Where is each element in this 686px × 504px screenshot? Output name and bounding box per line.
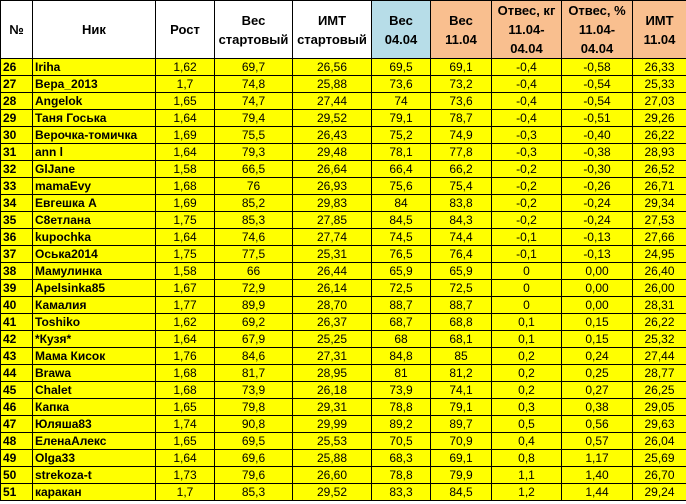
cell-number: 42: [1, 331, 33, 348]
cell-bmi-1104: 28,77: [633, 365, 686, 382]
cell-loss-pct: 0,15: [562, 314, 633, 331]
table-row: [1, 484, 686, 501]
cell-start-bmi: 29,52: [293, 484, 372, 501]
cell-number: 43: [1, 348, 33, 365]
cell-number: 30: [1, 127, 33, 144]
cell-height: 1,64: [156, 229, 215, 246]
cell-height: 1,73: [156, 467, 215, 484]
cell-weight-1104: 73,6: [431, 93, 492, 110]
cell-loss-kg: -0,4: [492, 93, 562, 110]
cell-loss-pct: 1,17: [562, 450, 633, 467]
cell-height: 1,68: [156, 382, 215, 399]
cell-weight-0404: 78,8: [372, 399, 431, 416]
cell-weight-1104: 79,9: [431, 467, 492, 484]
col-header-bmi-1104: ИМТ 11.04: [633, 1, 686, 59]
cell-nick: Мама Кисок: [33, 348, 156, 365]
cell-loss-pct: -0,30: [562, 161, 633, 178]
cell-loss-pct: 0,25: [562, 365, 633, 382]
cell-weight-0404: 76,5: [372, 246, 431, 263]
cell-loss-pct: -0,40: [562, 127, 633, 144]
cell-weight-1104: 78,7: [431, 110, 492, 127]
cell-loss-kg: 0,2: [492, 348, 562, 365]
cell-number: 27: [1, 76, 33, 93]
cell-bmi-1104: 29,34: [633, 195, 686, 212]
cell-start-weight: 75,5: [215, 127, 293, 144]
cell-loss-kg: 1,2: [492, 484, 562, 501]
cell-number: 49: [1, 450, 33, 467]
cell-weight-1104: 74,4: [431, 229, 492, 246]
cell-nick: Apelsinka85: [33, 280, 156, 297]
table-row: [1, 246, 686, 263]
cell-loss-pct: -0,51: [562, 110, 633, 127]
cell-nick: Brawa: [33, 365, 156, 382]
cell-weight-0404: 83,3: [372, 484, 431, 501]
cell-loss-pct: 0,15: [562, 331, 633, 348]
cell-start-weight: 69,5: [215, 433, 293, 450]
cell-start-bmi: 25,88: [293, 450, 372, 467]
cell-number: 50: [1, 467, 33, 484]
cell-start-bmi: 28,70: [293, 297, 372, 314]
cell-loss-pct: 0,00: [562, 297, 633, 314]
cell-bmi-1104: 26,71: [633, 178, 686, 195]
cell-nick: mamaEvy: [33, 178, 156, 195]
table-row: [1, 450, 686, 467]
cell-height: 1,69: [156, 127, 215, 144]
cell-nick: ann l: [33, 144, 156, 161]
cell-weight-0404: 84: [372, 195, 431, 212]
cell-start-weight: 79,6: [215, 467, 293, 484]
cell-nick: Оська2014: [33, 246, 156, 263]
cell-start-weight: 74,8: [215, 76, 293, 93]
table-row: [1, 110, 686, 127]
cell-height: 1,77: [156, 297, 215, 314]
cell-start-weight: 85,2: [215, 195, 293, 212]
cell-weight-1104: 76,4: [431, 246, 492, 263]
cell-height: 1,65: [156, 93, 215, 110]
cell-weight-0404: 75,6: [372, 178, 431, 195]
cell-loss-kg: 0: [492, 280, 562, 297]
cell-loss-pct: 0,38: [562, 399, 633, 416]
cell-start-bmi: 26,93: [293, 178, 372, 195]
col-header-start-weight: Вес стартовый: [215, 1, 293, 59]
cell-bmi-1104: 27,03: [633, 93, 686, 110]
cell-bmi-1104: 27,66: [633, 229, 686, 246]
cell-weight-0404: 79,1: [372, 110, 431, 127]
cell-weight-0404: 73,9: [372, 382, 431, 399]
cell-start-weight: 79,3: [215, 144, 293, 161]
cell-height: 1,64: [156, 110, 215, 127]
cell-start-weight: 85,3: [215, 484, 293, 501]
cell-loss-kg: 0: [492, 263, 562, 280]
table-row: [1, 365, 686, 382]
cell-nick: kupochka: [33, 229, 156, 246]
cell-nick: Вера_2013: [33, 76, 156, 93]
cell-loss-kg: 0,3: [492, 399, 562, 416]
table-row: [1, 331, 686, 348]
cell-nick: С8етлана: [33, 212, 156, 229]
cell-height: 1,67: [156, 280, 215, 297]
cell-bmi-1104: 27,53: [633, 212, 686, 229]
cell-weight-0404: 68: [372, 331, 431, 348]
cell-weight-1104: 68,8: [431, 314, 492, 331]
cell-loss-kg: 0,8: [492, 450, 562, 467]
cell-loss-pct: -0,13: [562, 246, 633, 263]
cell-loss-kg: -0,4: [492, 76, 562, 93]
cell-nick: strekoza-t: [33, 467, 156, 484]
cell-weight-1104: 69,1: [431, 450, 492, 467]
cell-loss-kg: -0,2: [492, 212, 562, 229]
cell-weight-1104: 74,9: [431, 127, 492, 144]
cell-weight-1104: 79,1: [431, 399, 492, 416]
cell-number: 32: [1, 161, 33, 178]
cell-loss-pct: 0,56: [562, 416, 633, 433]
cell-nick: Toshiko: [33, 314, 156, 331]
table-row: [1, 297, 686, 314]
cell-loss-pct: -0,38: [562, 144, 633, 161]
cell-start-bmi: 29,83: [293, 195, 372, 212]
cell-start-bmi: 27,44: [293, 93, 372, 110]
cell-bmi-1104: 26,52: [633, 161, 686, 178]
cell-weight-1104: 77,8: [431, 144, 492, 161]
table-row: [1, 348, 686, 365]
cell-height: 1,62: [156, 314, 215, 331]
table-row: [1, 93, 686, 110]
cell-loss-kg: -0,1: [492, 229, 562, 246]
cell-loss-kg: -0,2: [492, 161, 562, 178]
table-row: [1, 280, 686, 297]
table-row: [1, 467, 686, 484]
cell-height: 1,68: [156, 365, 215, 382]
cell-start-bmi: 26,64: [293, 161, 372, 178]
cell-weight-0404: 65,9: [372, 263, 431, 280]
cell-nick: ЕленаАлекс: [33, 433, 156, 450]
cell-weight-1104: 84,5: [431, 484, 492, 501]
cell-start-bmi: 25,31: [293, 246, 372, 263]
cell-number: 51: [1, 484, 33, 501]
cell-start-weight: 69,7: [215, 59, 293, 76]
cell-start-weight: 69,6: [215, 450, 293, 467]
cell-loss-pct: -0,58: [562, 59, 633, 76]
cell-loss-kg: -0,1: [492, 246, 562, 263]
table-row: [1, 399, 686, 416]
table-row: [1, 161, 686, 178]
cell-height: 1,64: [156, 331, 215, 348]
cell-loss-pct: -0,24: [562, 212, 633, 229]
cell-bmi-1104: 25,32: [633, 331, 686, 348]
cell-bmi-1104: 26,33: [633, 59, 686, 76]
cell-start-weight: 85,3: [215, 212, 293, 229]
table-row: [1, 433, 686, 450]
cell-start-bmi: 29,31: [293, 399, 372, 416]
cell-weight-1104: 84,3: [431, 212, 492, 229]
cell-start-bmi: 26,43: [293, 127, 372, 144]
table-row: [1, 76, 686, 93]
cell-nick: *Кузя*: [33, 331, 156, 348]
cell-loss-pct: 0,00: [562, 263, 633, 280]
cell-height: 1,7: [156, 484, 215, 501]
cell-number: 40: [1, 297, 33, 314]
cell-bmi-1104: 29,24: [633, 484, 686, 501]
cell-start-bmi: 26,56: [293, 59, 372, 76]
cell-number: 47: [1, 416, 33, 433]
cell-start-weight: 79,4: [215, 110, 293, 127]
cell-number: 44: [1, 365, 33, 382]
cell-bmi-1104: 29,05: [633, 399, 686, 416]
cell-weight-0404: 78,1: [372, 144, 431, 161]
cell-start-bmi: 28,95: [293, 365, 372, 382]
table-row: [1, 144, 686, 161]
cell-start-weight: 69,2: [215, 314, 293, 331]
cell-start-bmi: 29,52: [293, 110, 372, 127]
cell-weight-0404: 89,2: [372, 416, 431, 433]
cell-weight-0404: 74: [372, 93, 431, 110]
cell-start-bmi: 29,99: [293, 416, 372, 433]
cell-loss-pct: -0,26: [562, 178, 633, 195]
cell-bmi-1104: 29,63: [633, 416, 686, 433]
cell-number: 45: [1, 382, 33, 399]
cell-weight-1104: 70,9: [431, 433, 492, 450]
cell-number: 38: [1, 263, 33, 280]
cell-bmi-1104: 28,31: [633, 297, 686, 314]
cell-loss-pct: 0,24: [562, 348, 633, 365]
cell-weight-1104: 75,4: [431, 178, 492, 195]
cell-number: 37: [1, 246, 33, 263]
cell-number: 46: [1, 399, 33, 416]
cell-start-weight: 89,9: [215, 297, 293, 314]
cell-bmi-1104: 28,93: [633, 144, 686, 161]
cell-start-weight: 66: [215, 263, 293, 280]
cell-start-weight: 90,8: [215, 416, 293, 433]
cell-nick: Верочка-томичка: [33, 127, 156, 144]
cell-height: 1,58: [156, 161, 215, 178]
cell-weight-0404: 72,5: [372, 280, 431, 297]
cell-number: 48: [1, 433, 33, 450]
col-header-loss-kg: Отвес, кг 11.04-04.04: [492, 1, 562, 59]
cell-bmi-1104: 26,70: [633, 467, 686, 484]
cell-start-bmi: 26,60: [293, 467, 372, 484]
cell-bmi-1104: 25,33: [633, 76, 686, 93]
cell-weight-0404: 84,8: [372, 348, 431, 365]
col-header-weight-0404: Вес 04.04: [372, 1, 431, 59]
cell-loss-kg: 0,5: [492, 416, 562, 433]
cell-weight-1104: 74,1: [431, 382, 492, 399]
cell-start-bmi: 29,48: [293, 144, 372, 161]
table-row: [1, 416, 686, 433]
cell-loss-pct: 1,40: [562, 467, 633, 484]
cell-weight-0404: 70,5: [372, 433, 431, 450]
cell-start-bmi: 25,25: [293, 331, 372, 348]
cell-bmi-1104: 29,26: [633, 110, 686, 127]
col-header-height: Рост: [156, 1, 215, 59]
cell-bmi-1104: 26,40: [633, 263, 686, 280]
cell-height: 1,76: [156, 348, 215, 365]
cell-weight-0404: 73,6: [372, 76, 431, 93]
cell-start-bmi: 25,53: [293, 433, 372, 450]
cell-weight-1104: 66,2: [431, 161, 492, 178]
cell-weight-1104: 83,8: [431, 195, 492, 212]
cell-height: 1,74: [156, 416, 215, 433]
cell-nick: Таня Госька: [33, 110, 156, 127]
cell-nick: Iriha: [33, 59, 156, 76]
cell-bmi-1104: 26,25: [633, 382, 686, 399]
cell-loss-pct: 0,00: [562, 280, 633, 297]
table-row: [1, 59, 686, 76]
cell-loss-kg: 0,4: [492, 433, 562, 450]
cell-start-weight: 73,9: [215, 382, 293, 399]
cell-weight-1104: 89,7: [431, 416, 492, 433]
cell-loss-kg: 0,1: [492, 331, 562, 348]
cell-height: 1,64: [156, 144, 215, 161]
cell-nick: Камалия: [33, 297, 156, 314]
cell-number: 28: [1, 93, 33, 110]
cell-loss-kg: -0,3: [492, 144, 562, 161]
header-row: [1, 1, 686, 59]
cell-weight-0404: 84,5: [372, 212, 431, 229]
col-header-number: №: [1, 1, 33, 59]
cell-nick: Евгешка А: [33, 195, 156, 212]
cell-loss-pct: 0,57: [562, 433, 633, 450]
cell-loss-kg: 0,2: [492, 365, 562, 382]
cell-start-bmi: 26,14: [293, 280, 372, 297]
cell-weight-1104: 88,7: [431, 297, 492, 314]
cell-nick: Angelok: [33, 93, 156, 110]
col-header-start-bmi: ИМТ стартовый: [293, 1, 372, 59]
cell-start-bmi: 25,88: [293, 76, 372, 93]
cell-weight-0404: 75,2: [372, 127, 431, 144]
cell-start-bmi: 27,74: [293, 229, 372, 246]
cell-number: 36: [1, 229, 33, 246]
cell-bmi-1104: 25,69: [633, 450, 686, 467]
cell-loss-pct: -0,13: [562, 229, 633, 246]
cell-height: 1,75: [156, 212, 215, 229]
cell-bmi-1104: 26,22: [633, 127, 686, 144]
cell-nick: каракан: [33, 484, 156, 501]
cell-loss-kg: 0,1: [492, 314, 562, 331]
cell-loss-kg: 0: [492, 297, 562, 314]
col-header-nick: Ник: [33, 1, 156, 59]
cell-nick: Капка: [33, 399, 156, 416]
cell-loss-pct: -0,24: [562, 195, 633, 212]
cell-loss-kg: -0,4: [492, 110, 562, 127]
table-row: [1, 127, 686, 144]
cell-number: 39: [1, 280, 33, 297]
cell-bmi-1104: 24,95: [633, 246, 686, 263]
cell-loss-pct: 0,27: [562, 382, 633, 399]
cell-weight-0404: 88,7: [372, 297, 431, 314]
cell-weight-0404: 81: [372, 365, 431, 382]
cell-weight-1104: 81,2: [431, 365, 492, 382]
cell-start-weight: 66,5: [215, 161, 293, 178]
cell-height: 1,69: [156, 195, 215, 212]
cell-weight-1104: 73,2: [431, 76, 492, 93]
cell-start-weight: 84,6: [215, 348, 293, 365]
table-row: [1, 212, 686, 229]
cell-start-weight: 67,9: [215, 331, 293, 348]
cell-loss-kg: -0,2: [492, 178, 562, 195]
cell-weight-1104: 68,1: [431, 331, 492, 348]
cell-start-weight: 72,9: [215, 280, 293, 297]
cell-weight-1104: 85: [431, 348, 492, 365]
cell-nick: Юляша83: [33, 416, 156, 433]
cell-weight-0404: 68,3: [372, 450, 431, 467]
table-row: [1, 314, 686, 331]
cell-height: 1,62: [156, 59, 215, 76]
cell-number: 29: [1, 110, 33, 127]
cell-nick: GlJane: [33, 161, 156, 178]
cell-height: 1,65: [156, 433, 215, 450]
cell-height: 1,7: [156, 76, 215, 93]
cell-weight-0404: 66,4: [372, 161, 431, 178]
cell-nick: Chalet: [33, 382, 156, 399]
cell-start-bmi: 26,37: [293, 314, 372, 331]
table-row: [1, 382, 686, 399]
table-row: [1, 263, 686, 280]
cell-number: 31: [1, 144, 33, 161]
cell-start-bmi: 26,44: [293, 263, 372, 280]
cell-start-weight: 77,5: [215, 246, 293, 263]
cell-loss-kg: -0,2: [492, 195, 562, 212]
cell-weight-1104: 69,1: [431, 59, 492, 76]
cell-bmi-1104: 26,00: [633, 280, 686, 297]
col-header-loss-pct: Отвес, % 11.04-04.04: [562, 1, 633, 59]
cell-bmi-1104: 26,22: [633, 314, 686, 331]
cell-weight-0404: 69,5: [372, 59, 431, 76]
cell-height: 1,64: [156, 450, 215, 467]
table-row: [1, 229, 686, 246]
cell-height: 1,58: [156, 263, 215, 280]
cell-start-weight: 81,7: [215, 365, 293, 382]
cell-start-bmi: 27,31: [293, 348, 372, 365]
table-row: [1, 178, 686, 195]
cell-loss-kg: -0,4: [492, 59, 562, 76]
cell-number: 35: [1, 212, 33, 229]
cell-start-weight: 74,7: [215, 93, 293, 110]
cell-bmi-1104: 26,04: [633, 433, 686, 450]
cell-weight-1104: 65,9: [431, 263, 492, 280]
cell-weight-0404: 68,7: [372, 314, 431, 331]
cell-height: 1,68: [156, 178, 215, 195]
cell-start-weight: 74,6: [215, 229, 293, 246]
cell-number: 26: [1, 59, 33, 76]
cell-number: 33: [1, 178, 33, 195]
cell-loss-pct: -0,54: [562, 76, 633, 93]
cell-loss-kg: 0,2: [492, 382, 562, 399]
cell-height: 1,65: [156, 399, 215, 416]
cell-start-bmi: 26,18: [293, 382, 372, 399]
cell-number: 34: [1, 195, 33, 212]
cell-start-weight: 79,8: [215, 399, 293, 416]
cell-weight-0404: 74,5: [372, 229, 431, 246]
cell-weight-0404: 78,8: [372, 467, 431, 484]
cell-loss-pct: 1,44: [562, 484, 633, 501]
cell-weight-1104: 72,5: [431, 280, 492, 297]
cell-start-weight: 76: [215, 178, 293, 195]
cell-loss-pct: -0,54: [562, 93, 633, 110]
cell-loss-kg: 1,1: [492, 467, 562, 484]
col-header-weight-1104: Вес 11.04: [431, 1, 492, 59]
cell-start-bmi: 27,85: [293, 212, 372, 229]
cell-nick: Olga33: [33, 450, 156, 467]
cell-nick: Мамулинка: [33, 263, 156, 280]
cell-height: 1,75: [156, 246, 215, 263]
table-row: [1, 195, 686, 212]
cell-loss-kg: -0,3: [492, 127, 562, 144]
cell-number: 41: [1, 314, 33, 331]
cell-bmi-1104: 27,44: [633, 348, 686, 365]
